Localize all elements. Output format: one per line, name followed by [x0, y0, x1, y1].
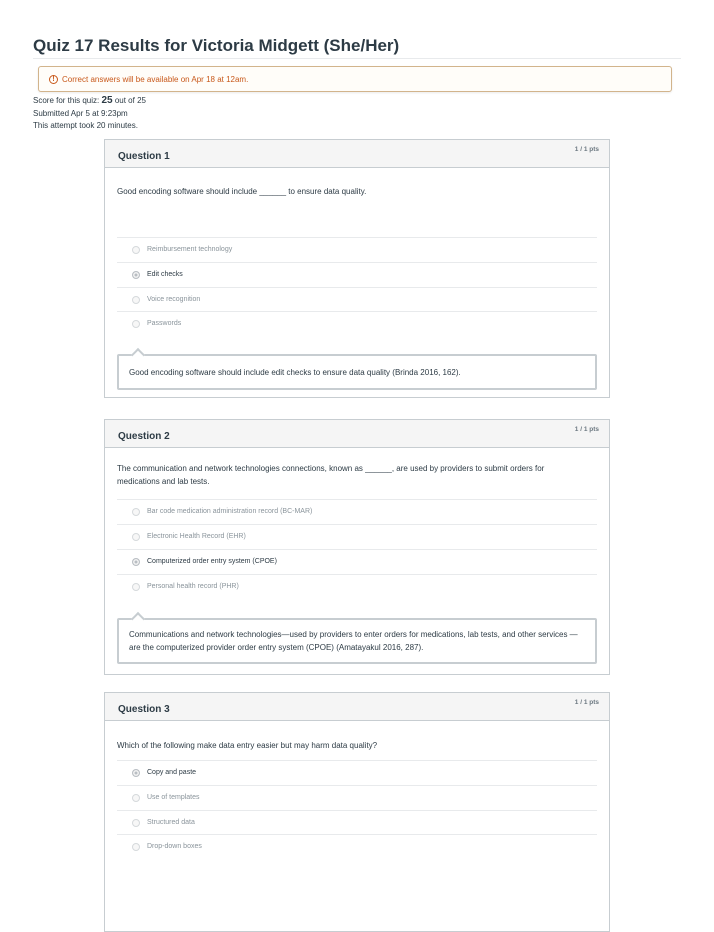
question-title: Question 3: [118, 704, 170, 715]
quiz-summary: [33, 95, 146, 133]
question-card: [104, 419, 610, 675]
radio-button[interactable]: [132, 819, 140, 827]
radio-button[interactable]: [132, 246, 140, 254]
submitted-time: Submitted Apr 5 at 9:23pm: [33, 108, 128, 118]
attempt-duration: This attempt took 20 minutes.: [33, 121, 138, 130]
radio-button[interactable]: [132, 769, 140, 777]
question-title: Question 2: [118, 431, 170, 442]
question-text: Which of the following make data entry easier but may harm data quality?: [117, 741, 378, 750]
radio-button[interactable]: [132, 558, 140, 566]
question-card: [104, 692, 610, 932]
answer-option[interactable]: Computerized order entry system (CPOE): [117, 549, 597, 573]
radio-button[interactable]: [132, 320, 140, 328]
answer-option[interactable]: Structured data: [117, 810, 597, 834]
question-header: [105, 693, 609, 721]
question-points: 1 / 1 pts: [574, 146, 599, 153]
answer-option[interactable]: Reimbursement technology: [117, 237, 597, 261]
alert-text: Correct answers will be available on Apr 18 at 12am.: [62, 74, 249, 84]
radio-button[interactable]: [132, 296, 140, 304]
results-alert: [38, 66, 672, 92]
answer-option[interactable]: Voice recognition: [117, 287, 597, 311]
answer-feedback: Good encoding software should include edit checks to ensure data quality (Brinda 2016, 162).: [117, 354, 597, 390]
question-header: [105, 140, 609, 168]
answer-option[interactable]: Edit checks: [117, 262, 597, 286]
radio-button[interactable]: [132, 794, 140, 802]
title-divider: [33, 58, 681, 59]
radio-button[interactable]: [132, 508, 140, 516]
answer-option[interactable]: Personal health record (PHR): [117, 574, 597, 598]
question-points: 1 / 1 pts: [574, 699, 599, 706]
radio-button[interactable]: [132, 583, 140, 591]
answer-feedback: Communications and network technologies—used by providers to enter orders for medications, lab tests, and other services —are the computerized provider order entry system (CPOE) (Amatayakul 2016, 287).: [117, 618, 597, 664]
question-title: Question 1: [118, 151, 170, 162]
radio-button[interactable]: [132, 843, 140, 851]
question-text: The communication and network technologies connections, known as ______, are used by providers to submit orders for medications and lab tests.: [117, 464, 545, 486]
radio-button[interactable]: [132, 271, 140, 279]
question-points: 1 / 1 pts: [574, 426, 599, 433]
answer-option[interactable]: Bar code medication administration record (BC-MAR): [117, 499, 597, 523]
page-title: Quiz 17 Results for Victoria Midgett (She/Her): [33, 36, 400, 55]
answer-option[interactable]: Copy and paste: [117, 760, 597, 784]
answer-option[interactable]: Electronic Health Record (EHR): [117, 524, 597, 548]
question-header: [105, 420, 609, 448]
feedback-pointer: [131, 348, 145, 362]
answer-option[interactable]: Drop-down boxes: [117, 834, 597, 858]
radio-button[interactable]: [132, 533, 140, 541]
question-card: [104, 139, 610, 398]
question-text: Good encoding software should include ______ to ensure data quality.: [117, 187, 367, 196]
score-line: Score for this quiz: 25 out of 25: [33, 95, 146, 106]
answer-option[interactable]: Use of templates: [117, 785, 597, 809]
feedback-pointer: [131, 612, 145, 626]
warning-circle-icon: !: [49, 75, 58, 84]
answer-option[interactable]: Passwords: [117, 311, 597, 335]
score-value: 25: [101, 95, 113, 106]
